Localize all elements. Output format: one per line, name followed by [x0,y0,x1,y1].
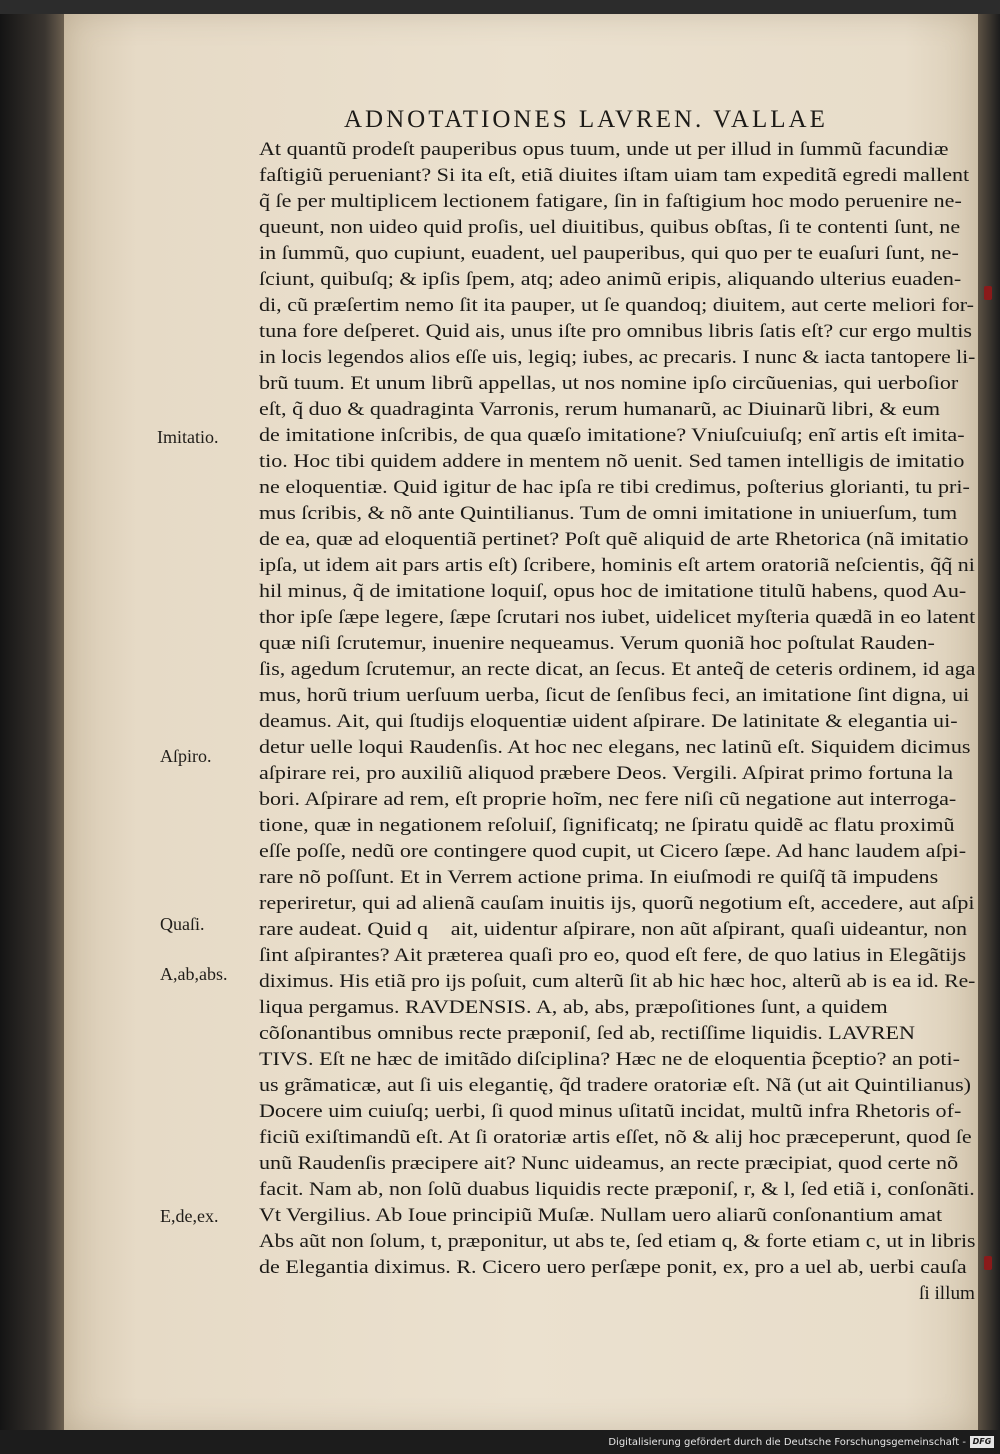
text-line: bori. Aſpirare ad rem, eſt proprie hoĩm, nec fere niſi cũ negatione aut interroga- [259,789,957,810]
scan-left-binding-edge [0,14,64,1430]
text-line: queunt, non uideo quid proſis, uel diuitibus, quibus obſtas, ſi te contenti ſunt, ne [259,217,961,238]
text-line: eſſe poſſe, nedũ ore contingere quod cupit, ut Cicero ſæpe. Ad hanc laudem aſpi- [259,841,967,862]
running-title: ADNOTATIONES LAVREN. VALLAE [344,106,828,133]
text-line: tuna fore deſperet. Quid ais, unus iſte pro omnibus libris ſatis eſt? cur ergo multis [259,321,972,342]
text-line: in ſummũ, quo cupiunt, euadent, uel pauperibus, qui quo per te euaſuri ſunt, ne- [259,243,959,264]
main-text-block [259,137,979,1307]
text-line: diximus. His etiã pro ijs poſuit, cum alterũ ſit ab hic hæc hoc, alterũ ab is ea id. Re- [259,971,975,992]
text-line: reperiretur, qui ad alienã cauſam inuitis ijs, quorũ negotium eſt, accedere, aut aſpi [259,893,975,914]
text-line: cõſonantibus omnibus recte præponiſ, ſed ab, rectiſſime liquidis. LAVREN [259,1023,915,1044]
catchword: ſi illum [919,1283,975,1304]
marginal-note-a-ab-abs: A,ab,abs. [160,964,228,984]
text-line: tione, quæ in negationem reſoluiſ, ſignificatq; ne ſpiratu quidẽ ac flatu proximũ [259,815,955,836]
text-line: ſis, agedum ſcrutemur, an recte dicat, an ſecus. Et anteq̃ de ceteris ordinem, id aga [259,659,975,680]
marginal-note-quasi: Quaſi. [160,914,205,934]
text-line: At quantũ prodeſt pauperibus opus tuum, unde ut per illud in ſummũ facundiæ [259,139,949,160]
text-line: de ea, quæ ad eloquentiã pertinet? Poſt quẽ aliquid de arte Rhetorica (nã imitatio [259,529,969,550]
text-line: tio. Hoc tibi quidem addere in mentem nõ uenit. Sed tamen intelligis de imitatio [259,451,965,472]
text-line: aſpirare rei, pro auxiliũ aliquod præbere Deos. Vergili. Aſpirat primo fortuna la [259,763,954,784]
text-line: mus ſcribis, & nõ ante Quintilianus. Tum de omni imitatione in uniuerſum, tum [259,503,958,524]
text-line: de imitatione inſcribis, de qua quæſo imitatione? Vniuſcuiuſq; enĩ artis eſt imita- [259,425,965,446]
text-line: ipſa, ut idem ait pars artis eſt) ſcribere, hominis eſt artem oratoriã neſcientis, q̃q̃ ni [259,555,975,576]
text-line: Docere uim cuiuſq; uerbi, ſi quod minus uſitatũ incidat, multũ infra Rhetoris of- [259,1101,962,1122]
text-line: eſt, q̃ duo & quadraginta Varronis, rerum humanarũ, ac Diuinarũ libri, & eum [259,399,940,420]
dfg-logo: DFG [970,1436,994,1448]
text-line: ficiũ exiſtimandũ eſt. At ſi oratoriæ artis eſſet, nõ & alij hoc præceperunt, quod ſe [259,1127,972,1148]
text-line: in locis legendos alios eſſe uis, legiq; iubes, ac precaris. I nunc & iacta tantopere li- [259,347,975,368]
text-line: ſint aſpirantes? Ait præterea quaſi pro eo, quod eſt fere, de quo latius in Elegãtijs [259,945,967,966]
text-line: mus, horũ trium uerſuum uerba, ſicut de ſenſibus feci, an imitatione ſint digna, ui [259,685,970,706]
binding-mark [984,1256,992,1270]
text-line: rare audeat. Quid q᷑ ait, uidentur aſpirare, non aũt aſpirant, quaſi uideantur, non [259,919,968,940]
text-line: ne eloquentiæ. Quid igitur de hac ipſa re tibi credimus, poſterius glorianti, tu pri- [259,477,970,498]
text-line: Vt Vergilius. Ab Ioue principiũ Muſæ. Nullam uero aliarũ conſonantium amat [259,1205,943,1226]
marginal-note-e-de-ex: E,de,ex. [160,1206,219,1226]
text-line: ſciunt, quibuſq; & ipſis ſpem, atq; adeo animũ eripis, aliquando ulterius euaden- [259,269,962,290]
scan-right-edge [978,14,1000,1430]
text-line: deamus. Ait, qui ſtudijs eloquentiæ uident aſpirare. De latinitate & elegantia ui- [259,711,958,732]
digitization-credit: Digitalisierung gefördert durch die Deutsche Forschungsgemeinschaft - [608,1437,966,1448]
marginal-note-aspiro: Aſpiro. [160,746,212,766]
text-line: faſtigiũ perueniant? Si ita eſt, etiã diuites iſtam uiam tam expeditã egredi mallent [259,165,970,186]
text-line: Abs aũt non ſolum, t, præponitur, ut abs te, ſed etiam q, & forte etiam c, ut in libris [259,1231,975,1252]
text-line: TIVS. Eſt ne hæc de imitãdo diſciplina? Hæc ne de eloquentia p̃ceptio? an poti- [259,1049,960,1070]
text-line: q̃ ſe per multiplicem lectionem fatigare, ſin in faſtigium hoc modo peruenire ne- [259,191,962,212]
text-line: rare nõ poſſunt. Et in Verrem actione prima. In eiuſmodi re quiſq̃ tã impudens [259,867,939,888]
scan-top-frame [0,0,1000,14]
binding-mark [984,286,992,300]
text-line: thor ipſe ſæpe legere, ſæpe ſcrutari nos iubet, uidelicet myſteria quædã in eo latent [259,607,975,628]
text-line: di, cũ præſertim nemo ſit ita pauper, ut ſe quandoq; diuitem, aut certe meliori for- [259,295,974,316]
marginal-note-imitatio: Imitatio. [157,427,219,447]
text-line: detur uelle loqui Raudenſis. At hoc nec elegans, nec latinũ eſt. Siquidem dicimus [259,737,971,758]
text-line: liqua pergamus. RAVDENSIS. A, ab, abs, præpoſitiones ſunt, a quidem [259,997,888,1018]
text-line: brũ tuum. Et unum librũ appellas, ut nos nomine ipſo circũuenias, qui uerboſior [259,373,959,394]
text-line: quæ niſi ſcrutemur, inuenire nequeamus. Verum quoniã hoc poſtulat Rauden- [259,633,935,654]
text-line: hil minus, q̃ de imitatione loquiſ, opus hoc de imitatione titulũ habens, quod Au- [259,581,967,602]
text-line: us grãmaticæ, aut ſi uis elegantię, q̃d tradere oratoriæ eſt. Nã (ut ait Quintilianus) [259,1075,972,1096]
text-line: de Elegantia diximus. R. Cicero uero perſæpe ponit, ex, pro a uel ab, uerbi cauſa [259,1257,967,1278]
text-line: facit. Nam ab, non ſolũ duabus liquidis recte præponiſ, r, & l, ſed etiã i, conſonãti. [259,1179,975,1200]
text-line: unũ Raudenſis præcipere ait? Nunc uideamus, an recte præcipiat, quod certe nõ [259,1153,959,1174]
